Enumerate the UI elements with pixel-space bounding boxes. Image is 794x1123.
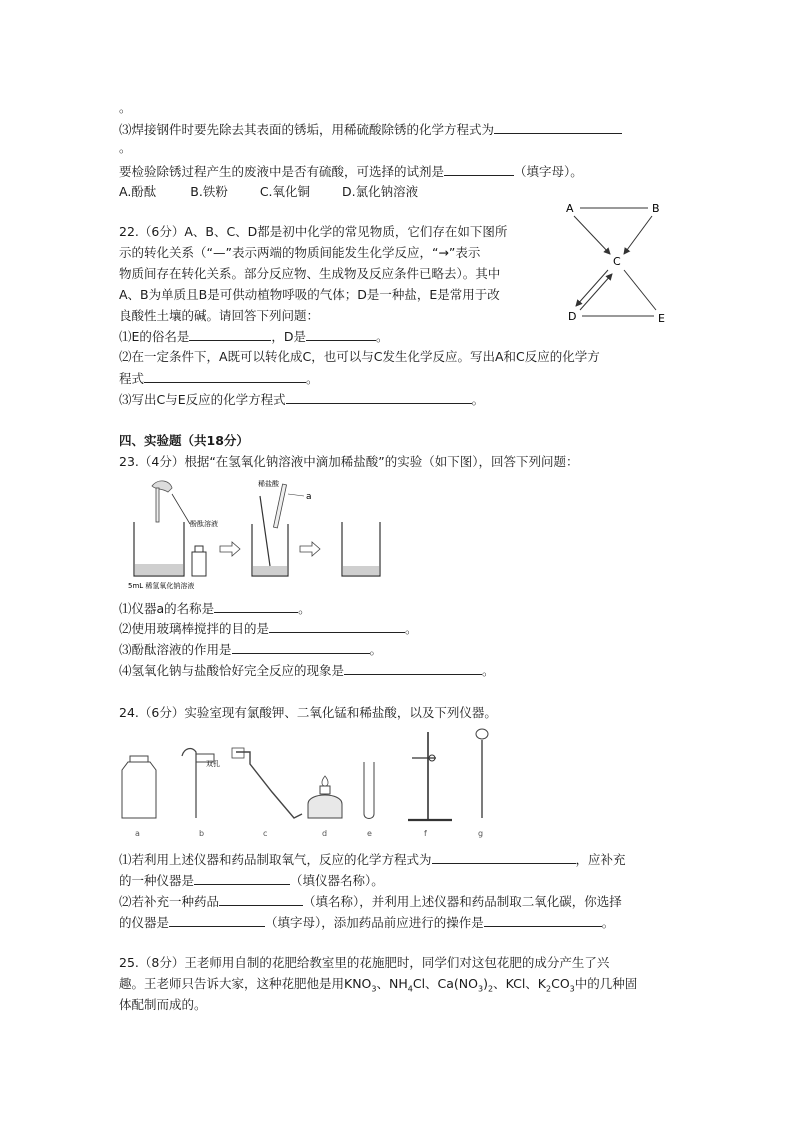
label-naoh: 5mL 稀氢氧化钠溶液: [128, 582, 195, 590]
line-c-e: [624, 270, 656, 310]
q24-p1-cont-text: 的一种仪器是: [119, 873, 195, 888]
q23-p4-end: 。: [482, 663, 495, 678]
q23-p3-end: 。: [369, 642, 383, 657]
q21-part3: [119, 121, 622, 138]
q22-eq-ac-blank[interactable]: [144, 370, 306, 383]
q22-line-5: 良酸性土壤的碱。请回答下列问题：: [119, 308, 320, 323]
label-phenolphthalein: 酚酞溶液: [190, 520, 218, 528]
q25-cano3: Cl、Ca(NO: [412, 976, 478, 991]
q22-part2-label: 程式: [119, 371, 145, 386]
sub-3c: 3: [569, 984, 575, 994]
arrow-c-d: [576, 270, 608, 306]
q21-options: [119, 184, 418, 200]
beaker-3-liquid: [343, 566, 379, 575]
q23-p4-text: ⑷氢氧化钠与盐酸恰好完全反应的现象是: [119, 663, 345, 678]
q24-p2-end: 。: [601, 915, 615, 930]
q25-line-1: 25.（8分）王老师用自制的花肥给教室里的花施肥时，同学们对这包花肥的成分产生了兴: [119, 955, 610, 970]
sub-4: 4: [407, 984, 413, 994]
q25-line-2: [119, 976, 637, 998]
q21-option-d: D.氯化钠溶液: [341, 184, 419, 199]
q22-line-2: 示的转化关系（“—”表示两端的物质间能发生化学反应，“→”表示: [119, 245, 481, 260]
apparatus-b-tube: [182, 749, 196, 818]
q24-p2-operation-blank[interactable]: [484, 914, 602, 927]
q25-kcl: 、KCl、K: [493, 976, 546, 991]
q23-p1-text: ⑴仪器a的名称是: [119, 601, 215, 616]
q24-p1-eq-blank[interactable]: [432, 851, 576, 864]
q23-figure: [128, 474, 398, 594]
q25-paren: ): [483, 976, 488, 991]
q23-p3-text: ⑶酚酞溶液的作用是: [119, 642, 232, 657]
q21-period: 。: [119, 100, 132, 115]
label-app-c: c: [263, 829, 268, 838]
q21-part3-text: ⑶焊接钢件时要先除去其表面的锈垢，用稀硫酸除锈的化学方程式为: [119, 122, 495, 137]
q24-p2-mid2: （填字母），添加药品前应进行的操作是: [265, 915, 484, 930]
q22-part2-cont: [119, 370, 319, 387]
q24-p1-mid: ，应补充: [575, 852, 626, 867]
q23-p2-end: 。: [405, 621, 418, 636]
q24-p2-text: ⑵若补充一种药品: [119, 894, 220, 909]
q21-check: [119, 163, 583, 180]
label-app-b: b: [199, 829, 205, 838]
q24-p2-cont-text: 的仪器是: [119, 915, 170, 930]
reagent-bottle: [192, 552, 206, 576]
q22-part3-end: 。: [471, 392, 485, 407]
q24-part1-cont: [119, 872, 384, 889]
q23-intro: 23.（4分）根据“在氢氧化钠溶液中滴加稀盐酸”的实验（如下图），回答下列问题：: [119, 454, 579, 469]
hand-shape: [152, 481, 172, 492]
q25-nh4: 、NH: [376, 976, 408, 991]
q24-part2-cont: [119, 914, 614, 931]
q23-p4-blank[interactable]: [344, 662, 482, 675]
dropper-1: [156, 488, 159, 522]
q25-co: CO: [551, 976, 570, 991]
q22-eq-ce-blank[interactable]: [286, 391, 472, 404]
arrow-b-c: [624, 216, 652, 254]
q21-check-suffix: （填字母）。: [514, 164, 583, 179]
label-app-g: g: [478, 829, 484, 838]
label-double-hole: 双孔: [206, 760, 220, 768]
apparatus-a-jar: [122, 762, 156, 818]
q22-part1-text: ⑴E的俗名是: [119, 329, 190, 344]
q24-p2-chem-blank[interactable]: [219, 893, 303, 906]
q25-line2-end: 中的几种固: [574, 976, 638, 991]
q21-option-c: C.氧化铜: [259, 184, 311, 199]
q24-p1-text: ⑴若利用上述仪器和药品制取氧气，反应的化学方程式为: [119, 852, 432, 867]
q22-part1-mid: ，D是: [271, 329, 307, 344]
apparatus-d-lamp: [308, 795, 342, 818]
q24-apparatus-figure: [112, 722, 502, 840]
q22-part1: [119, 328, 389, 345]
q24-part1: [119, 851, 626, 868]
arrow-d-c: [580, 274, 612, 310]
q21-option-a: A.酚酞: [119, 184, 157, 199]
q24-intro: 24.（6分）实验室现有氯酸钾、二氧化锰和稀盐酸，以及下列仪器。: [119, 705, 497, 720]
q22-e-name-blank[interactable]: [189, 328, 271, 341]
label-app-d: d: [322, 829, 328, 838]
q21-option-b: B.铁粉: [190, 184, 228, 199]
q22-part1-end: 。: [376, 329, 389, 344]
label-hcl: 稀盐酸: [258, 480, 279, 488]
q23-part1: [119, 600, 311, 617]
q21-period-2: 。: [119, 140, 132, 155]
label-app-e: e: [367, 829, 372, 838]
q22-relation-diagram: [560, 198, 680, 328]
apparatus-e-test-tube: [364, 762, 374, 819]
arrow-a-c: [574, 216, 610, 254]
q23-p1-blank[interactable]: [214, 600, 298, 613]
q22-part3: [119, 391, 484, 408]
q23-part2: [119, 620, 418, 637]
label-app-a: a: [135, 829, 140, 838]
beaker-1-liquid: [135, 564, 183, 575]
step-arrow-2: [300, 542, 320, 556]
q24-p2-letters-blank[interactable]: [169, 914, 265, 927]
node-d: D: [568, 310, 577, 323]
sub-3: 3: [371, 984, 377, 994]
q21-check-text: 要检验除锈过程产生的废液中是否有硫酸，可选择的试剂是: [119, 164, 445, 179]
q22-part2: ⑵在一定条件下，A既可以转化成C，也可以与C发生化学反应。写出A和C反应的化学方: [119, 349, 600, 364]
q24-p2-mid: （填名称），并利用上述仪器和药品制取二氧化碳，你选择: [303, 894, 622, 909]
q22-part2-end: 。: [306, 371, 319, 386]
dropper-a: [273, 484, 286, 528]
q21-check-blank[interactable]: [444, 163, 514, 176]
glass-rod: [260, 496, 270, 566]
q24-part2: [119, 893, 622, 910]
q22-line-3: 物质间存在转化关系。部分反应物、生成物及反应条件已略去）。其中: [119, 266, 501, 281]
node-b: B: [652, 202, 660, 215]
q23-part4: [119, 662, 495, 679]
q25-line-3: 体配制而成的。: [119, 997, 207, 1012]
q23-p2-blank[interactable]: [269, 620, 405, 633]
q22-line-1: 22.（6分）A、B、C、D都是初中化学的常见物质，它们存在如下图所: [119, 224, 508, 239]
node-a: A: [566, 202, 574, 215]
step-arrow-1: [220, 542, 240, 556]
sub-2b: 2: [546, 984, 552, 994]
beaker-2-liquid: [253, 566, 287, 575]
label-app-f: f: [424, 829, 427, 838]
q23-p2-text: ⑵使用玻璃棒搅拌的目的是: [119, 621, 270, 636]
q24-p1-end: （填仪器名称）。: [290, 873, 384, 888]
node-e: E: [658, 312, 665, 325]
apparatus-c-bent-tube: [236, 752, 302, 818]
q22-d-blank[interactable]: [306, 328, 376, 341]
section-4-title: 四、实验题（共18分）: [119, 433, 249, 448]
label-a: a: [306, 492, 312, 502]
q22-part3-text: ⑶写出C与E反应的化学方程式: [119, 392, 286, 407]
q22-line-4: A、B为单质且B是可供动植物呼吸的气体；D是一种盐，E是常用于改: [119, 287, 500, 302]
q24-p1-instrument-blank[interactable]: [194, 872, 290, 885]
q23-part3: [119, 641, 382, 658]
sub-2: 2: [487, 984, 494, 994]
q21-part3-blank[interactable]: [494, 121, 622, 134]
q25-kno3: 趣。王老师只告诉大家，这种花肥他是用KNO: [119, 976, 372, 991]
q23-p3-blank[interactable]: [232, 641, 370, 654]
sub-3b: 3: [478, 984, 484, 994]
node-c: C: [613, 255, 621, 268]
q23-p1-end: 。: [298, 601, 311, 616]
